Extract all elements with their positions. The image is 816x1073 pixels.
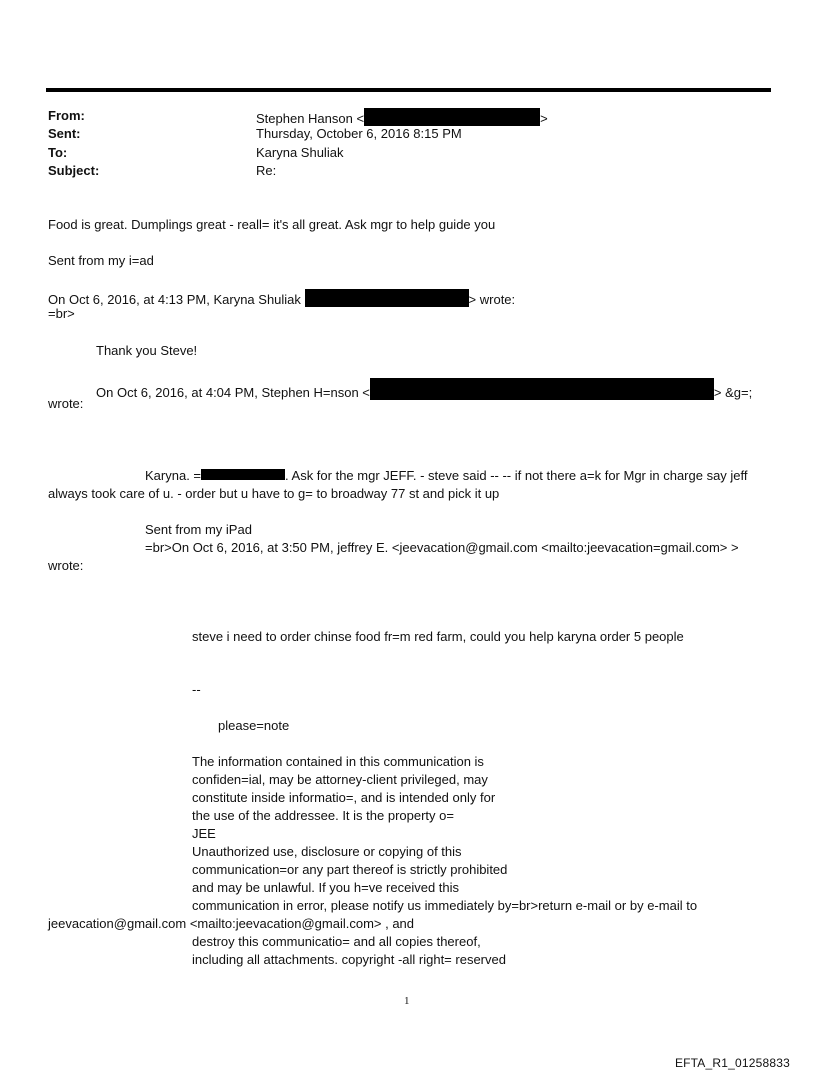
disclaimer-line: Unauthorized use, disclosure or copying of this xyxy=(192,844,462,859)
karyna-line xyxy=(145,468,748,484)
quote1-br: =br> xyxy=(48,306,75,321)
from-name: Stephen Hanson < xyxy=(256,111,365,126)
disclaimer-line: including all attachments. copyright -all right= reserved xyxy=(192,952,506,967)
quote2-suffix: > &g=; xyxy=(713,385,753,400)
header-rule xyxy=(46,88,771,92)
disclaimer-line: communication=or any part thereof is strictly prohibited xyxy=(192,862,508,877)
to-value: Karyna Shuliak xyxy=(256,145,344,160)
disclaimer-line: The information contained in this communication is xyxy=(192,754,484,769)
from-value xyxy=(256,108,548,127)
from-close: > xyxy=(540,111,548,126)
quote3-wrote: wrote: xyxy=(48,558,84,573)
subject-value: Re: xyxy=(256,163,277,178)
redaction-box xyxy=(305,289,469,307)
body-food-line: Food is great. Dumplings great - reall= it's all great. Ask mgr to help guide you xyxy=(48,217,496,232)
signature-dash: -- xyxy=(192,682,201,697)
quote2-prefix: On Oct 6, 2016, at 4:04 PM, Stephen H=nson < xyxy=(96,385,370,400)
sent-label: Sent: xyxy=(48,126,81,141)
disclaimer-line: communication in error, please notify us immediately by=br>return e-mail or by e-mail to xyxy=(192,898,698,913)
disclaimer-line: the use of the addressee. It is the property o= xyxy=(192,808,454,823)
body-sent-from-1: Sent from my i=ad xyxy=(48,253,154,268)
please-note-line: please=note xyxy=(218,718,290,733)
disclaimer-email-line: jeevacation@gmail.com <mailto:jeevacation@gmail.com> , and xyxy=(48,916,415,931)
quote2-wrote: wrote: xyxy=(48,396,84,411)
subject-label: Subject: xyxy=(48,163,100,178)
quote2-header xyxy=(96,378,752,401)
quote1-suffix: > wrote: xyxy=(468,292,516,307)
document-id: EFTA_R1_01258833 xyxy=(674,1056,790,1070)
sent-value: Thursday, October 6, 2016 8:15 PM xyxy=(256,126,462,141)
sent-from-ipad: Sent from my iPad xyxy=(145,522,252,537)
thank-you-line: Thank you Steve! xyxy=(96,343,198,358)
redaction-box xyxy=(201,469,285,480)
karyna-suffix: . Ask for the mgr JEFF. - steve said -- -- if not there a=k for Mgr in charge say jeff xyxy=(285,468,748,483)
redaction-box xyxy=(370,378,714,400)
karyna-line-2: always took care of u. - order but u have to g= to broadway 77 st and pick it up xyxy=(48,486,500,501)
karyna-prefix: Karyna. = xyxy=(145,468,202,483)
quote1-prefix: On Oct 6, 2016, at 4:13 PM, Karyna Shuliak xyxy=(48,292,301,307)
disclaimer-line: and may be unlawful. If you h=ve received this xyxy=(192,880,460,895)
steve-request-line: steve i need to order chinse food fr=m red farm, could you help karyna order 5 people xyxy=(192,629,684,644)
disclaimer-line: constitute inside informatio=, and is intended only for xyxy=(192,790,496,805)
page-number: 1 xyxy=(404,995,410,1007)
quote1-header xyxy=(48,289,515,308)
from-label: From: xyxy=(48,108,85,123)
disclaimer-line: destroy this communicatio= and all copies thereof, xyxy=(192,934,481,949)
quote3-header: =br>On Oct 6, 2016, at 3:50 PM, jeffrey E. <jeevacation@gmail.com <mailto:jeevacation=gmail.com> > xyxy=(145,540,739,555)
disclaimer-line: JEE xyxy=(192,826,216,841)
disclaimer-line: confiden=ial, may be attorney-client privileged, may xyxy=(192,772,488,787)
redaction-box xyxy=(364,108,540,126)
to-label: To: xyxy=(48,145,68,160)
